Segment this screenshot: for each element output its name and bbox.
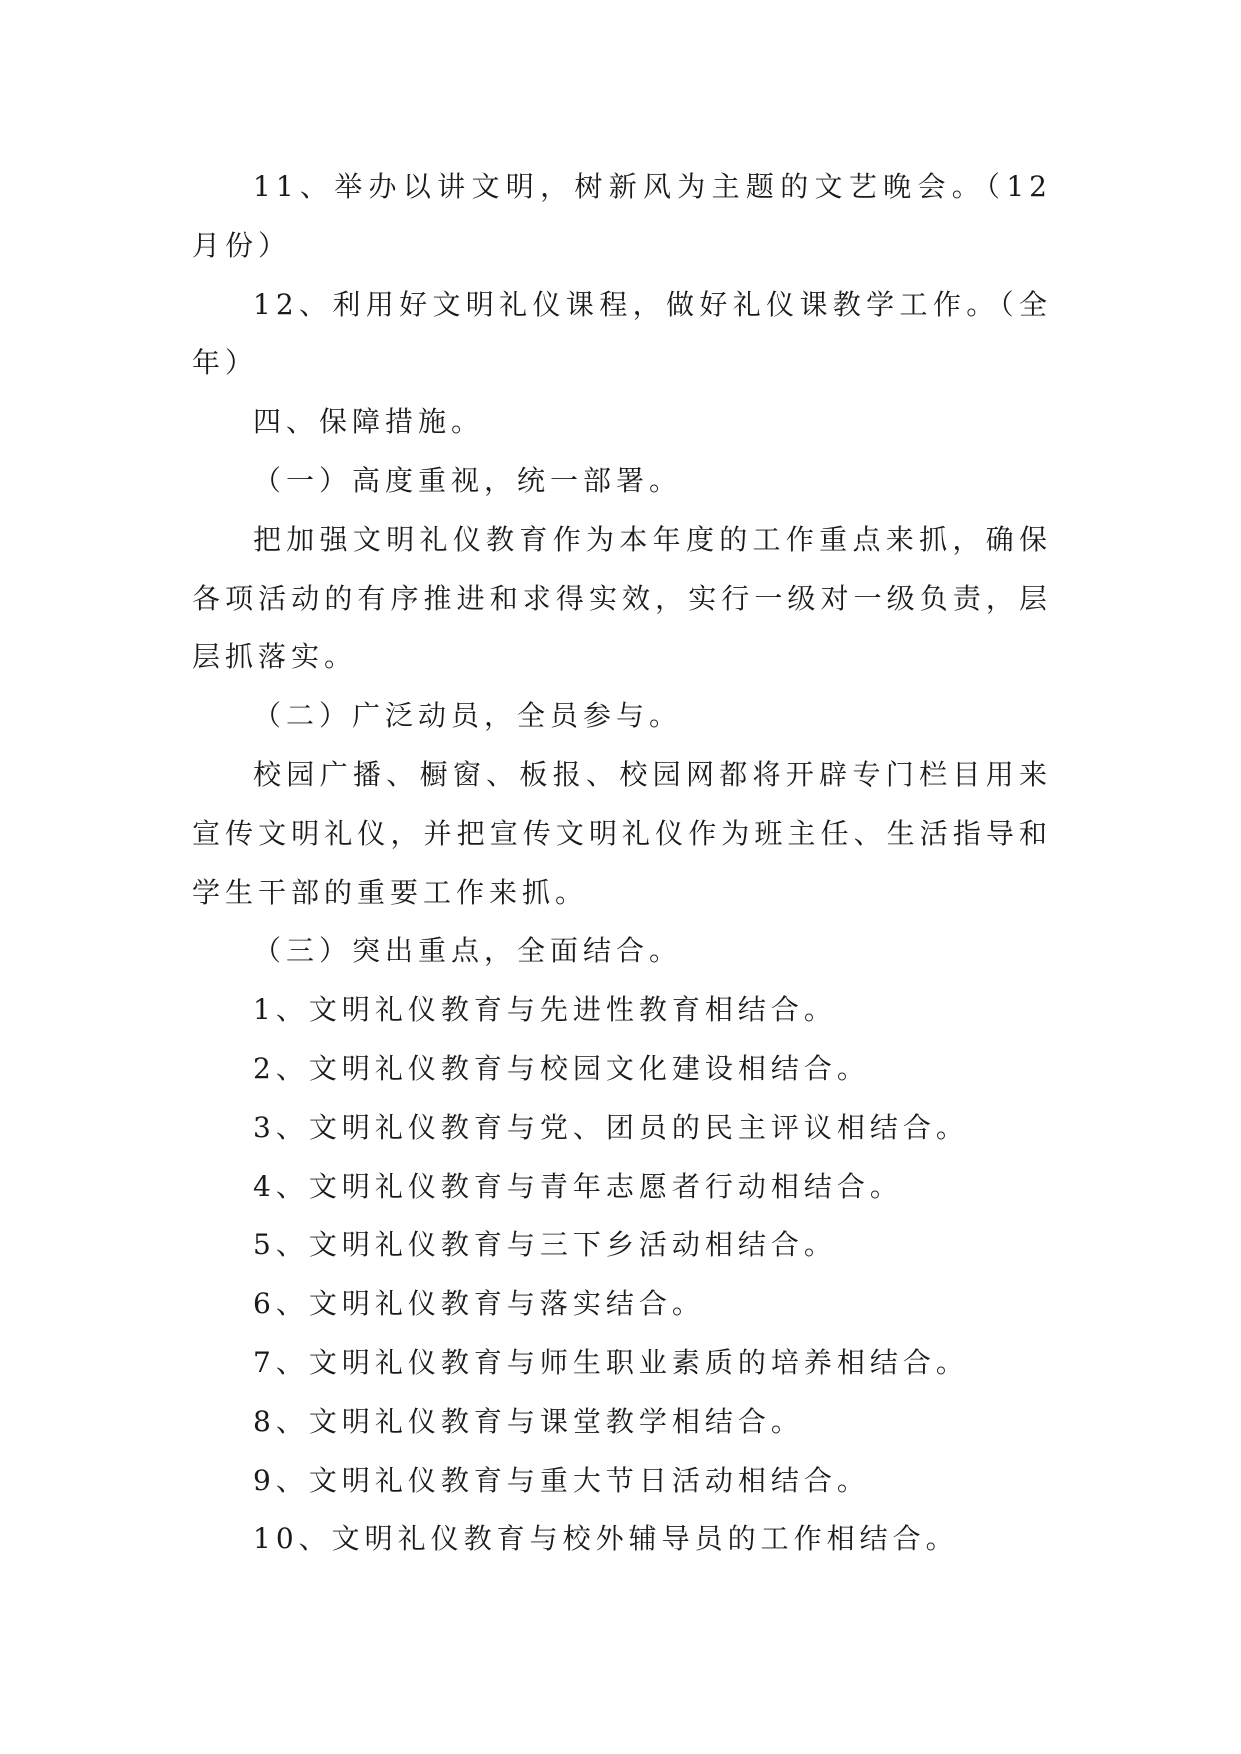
paragraph-item-12: 12、利用好文明礼仪课程，做好礼仪课教学工作。（全年）: [192, 287, 1052, 380]
list-item-8: 8、文明礼仪教育与课堂教学相结合。: [253, 1404, 804, 1438]
subheading-2: （二）广泛动员，全员参与。: [253, 699, 683, 733]
subheading-3: （三）突出重点，全面结合。: [253, 934, 683, 968]
list-item-1: 1、文明礼仪教育与先进性教育相结合。: [253, 993, 837, 1027]
subheading-1: （一）高度重视，统一部署。: [253, 463, 683, 497]
document-body: [192, 158, 1052, 1569]
list-item-5: 5、文明礼仪教育与三下乡活动相结合。: [253, 1228, 837, 1262]
list-item-3: 3、文明礼仪教育与党、团员的民主评议相结合。: [253, 1110, 969, 1144]
paragraph-body-1: 把加强文明礼仪教育作为本年度的工作重点来抓，确保各项活动的有序推进和求得实效，实行一级对一级负责，层层抓落实。: [192, 522, 1052, 674]
list-item-6: 6、文明礼仪教育与落实结合。: [253, 1287, 705, 1321]
list-item-2: 2、文明礼仪教育与校园文化建设相结合。: [253, 1051, 870, 1085]
paragraph-item-11: 11、举办以讲文明，树新风为主题的文艺晚会。（12月份）: [192, 170, 1052, 262]
paragraph-body-2: 校园广播、橱窗、板报、校园网都将开辟专门栏目用来宣传文明礼仪，并把宣传文明礼仪作为班主任、生活指导和学生干部的重要工作来抓。: [192, 757, 1052, 909]
list-item-10: 10、文明礼仪教育与校外辅导员的工作相结合。: [253, 1522, 959, 1556]
list-item-4: 4、文明礼仪教育与青年志愿者行动相结合。: [253, 1169, 903, 1203]
list-item-9: 9、文明礼仪教育与重大节日活动相结合。: [253, 1463, 870, 1497]
list-item-7: 7、文明礼仪教育与师生职业素质的培养相结合。: [253, 1345, 969, 1379]
section-heading-safeguards: 四、保障措施。: [253, 405, 485, 439]
